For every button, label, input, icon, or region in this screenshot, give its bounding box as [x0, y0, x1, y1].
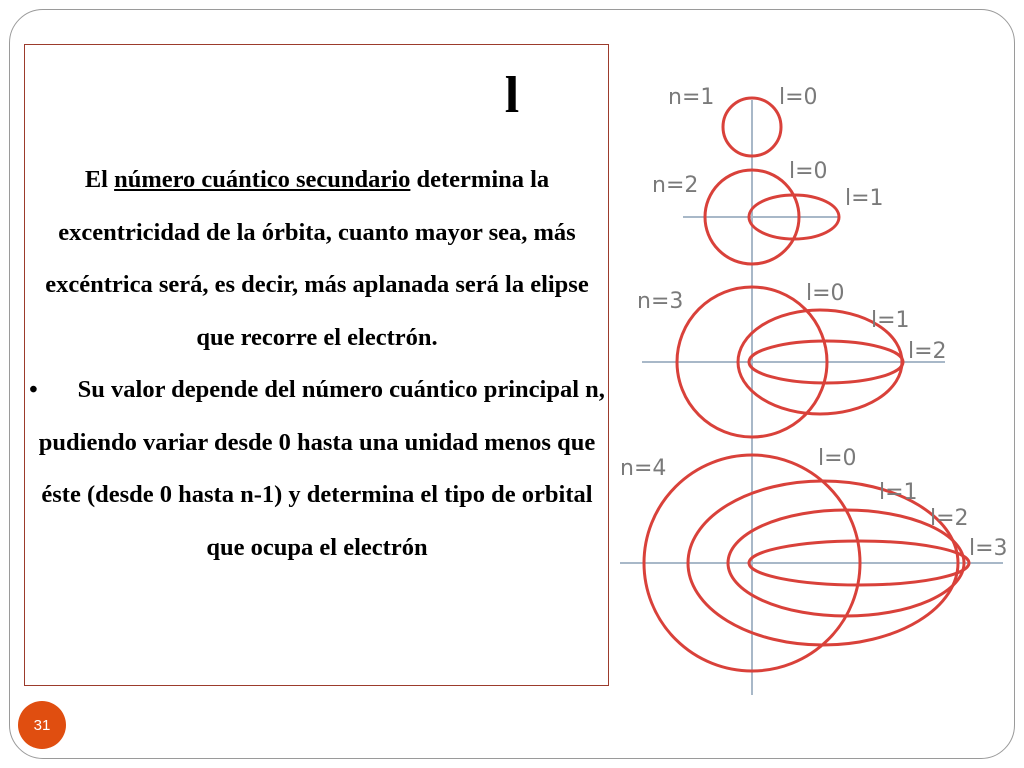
paragraph-term: número cuántico secundario: [114, 166, 411, 193]
orbital-diagram: [610, 60, 1020, 700]
label-n4-l0: l=0: [818, 446, 857, 471]
label-n4: n=4: [620, 456, 667, 481]
orbital-labels: [620, 85, 1008, 561]
bullet-text: Su valor depende del número cuántico principal n, pudiendo variar desde 0 hasta una unidad menos que éste (desde 0 hasta n-1) y determina el tipo de orbital que ocupa el electrón: [38, 376, 605, 561]
paragraph-rest: determina la excentricidad de la órbita, cuanto mayor sea, más excéntrica será, es decir, más aplanada será la elipse que recorre el electrón.: [45, 166, 589, 351]
label-n2-l1: l=1: [845, 186, 884, 211]
label-n1-l0: l=0: [779, 85, 818, 110]
page-number-badge: 31: [18, 701, 66, 749]
label-n4-l2: l=2: [930, 506, 969, 531]
bullet-symbol: •: [29, 376, 38, 403]
label-n2-l0: l=0: [789, 159, 828, 184]
label-n1: n=1: [668, 85, 715, 110]
label-n3-l1: l=1: [871, 308, 910, 333]
slide-title: l: [504, 67, 520, 124]
body-text: [27, 154, 607, 574]
label-n3-l2: l=2: [908, 339, 947, 364]
label-n3-l0: l=0: [806, 281, 845, 306]
paragraph-prefix: El: [84, 166, 115, 193]
label-n4-l1: l=1: [879, 480, 918, 505]
label-n3: n=3: [637, 289, 684, 314]
label-n4-l3: l=3: [969, 536, 1008, 561]
label-n2: n=2: [652, 173, 699, 198]
